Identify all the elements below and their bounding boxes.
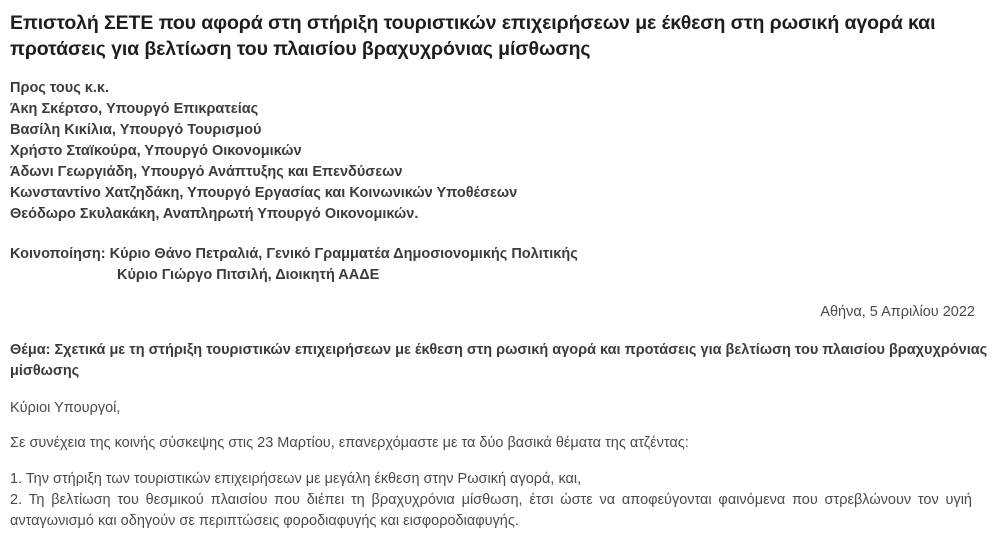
letter-subject: Θέμα: Σχετικά με τη στήριξη τουριστικών επιχειρήσεων με έκθεση στη ρωσική αγορά και προτάσεις για βελτίωση του πλαισίου βραχυχρόνιας μίσθωσης — [10, 342, 988, 379]
letter-greeting: Κύριοι Υπουργοί, — [10, 400, 121, 416]
list-item: 1. Την στήριξη των τουριστικών επιχειρήσεων με μεγάλη έκθεση στην Ρωσική αγορά, και, — [10, 471, 582, 487]
recipient-item: Θεόδωρο Σκυλακάκη, Αναπληρωτή Υπουργό Οικονομικών. — [10, 206, 419, 222]
cc-line: Κύριο Γιώργο Πιτσιλή, Διοικητή ΑΑΔΕ — [117, 267, 380, 283]
recipient-item: Χρήστο Σταϊκούρα, Υπουργό Οικονομικών — [10, 143, 302, 159]
letter-date: Αθήνα, 5 Απριλίου 2022 — [820, 304, 975, 320]
recipient-item: Βασίλη Κικίλια, Υπουργό Τουρισμού — [10, 122, 262, 138]
page-title: Επιστολή ΣΕΤΕ που αφορά στη στήριξη τουριστικών επιχειρήσεων με έκθεση στη ρωσική αγορά και προτάσεις για βελτίωση του πλαισίου βραχυχρόνιας μίσθωσης — [10, 12, 936, 60]
recipient-item: Άδωνι Γεωργιάδη, Υπουργό Ανάπτυξης και Επενδύσεων — [10, 164, 403, 180]
cc-block — [10, 244, 578, 286]
recipients-heading: Προς τους κ.κ. — [10, 80, 110, 96]
recipients-block — [10, 78, 517, 225]
recipient-item: Κωνσταντίνο Χατζηδάκη, Υπουργό Εργασίας και Κοινωνικών Υποθέσεων — [10, 185, 518, 201]
recipient-item: Άκη Σκέρτσο, Υπουργό Επικρατείας — [10, 101, 259, 117]
cc-line: Κοινοποίηση: Κύριο Θάνο Πετραλιά, Γενικό Γραμματέα Δημοσιονομικής Πολιτικής — [10, 246, 578, 262]
list-item: 2. Τη βελτίωση του θεσμικού πλαισίου που διέπει τη βραχυχρόνια μίσθωση, έτσι ώστε να αποφεύγονται φαινόμενα που στρεβλώνουν τον υγιή ανταγωνισμό και οδηγούν σε περιπτώσεις φοροδιαφυγής και εισφοροδιαφυγής. — [10, 492, 972, 529]
letter-intro: Σε συνέχεια της κοινής σύσκεψης στις 23 Μαρτίου, επανερχόμαστε με τα δύο βασικά θέματα της ατζέντας: — [10, 435, 689, 451]
